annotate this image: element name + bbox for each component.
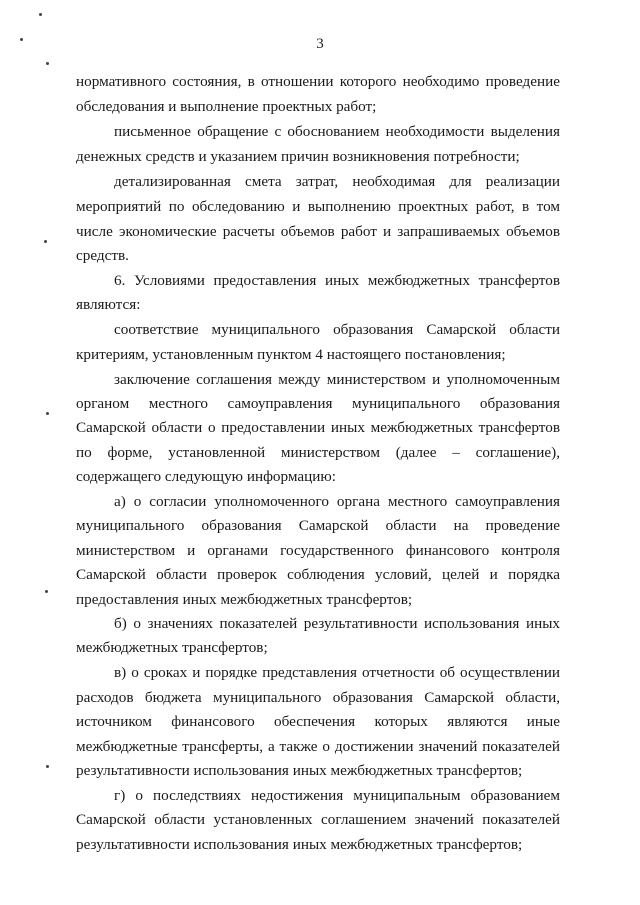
text-line: 6. Условиями предоставления иных межбюджетных трансфертов — [114, 272, 560, 289]
text-line: Самарской области о предоставлении иных межбюджетных трансфертов — [76, 419, 560, 436]
page-number: 3 — [316, 36, 324, 52]
text-line: нормативного состояния, в отношении которого необходимо проведение — [76, 73, 560, 90]
text-line: предоставления иных межбюджетных трансфертов; — [76, 591, 413, 608]
text-line: источником финансового обеспечения которых являются иные — [76, 713, 560, 730]
text-line: средств. — [76, 247, 129, 264]
text-line: являются: — [76, 296, 141, 313]
text-line: денежных средств и указанием причин возникновения потребности; — [76, 148, 520, 165]
scan-speck — [46, 62, 49, 65]
scan-speck — [39, 13, 42, 16]
text-line: органом местного самоуправления муниципального образования — [76, 395, 560, 412]
text-line: обследования и выполнение проектных работ; — [76, 98, 377, 115]
text-line: а) о согласии уполномоченного органа местного самоуправления — [114, 493, 560, 510]
text-line: содержащего следующую информацию: — [76, 468, 336, 485]
text-line: межбюджетных трансфертов; — [76, 639, 268, 656]
text-line: детализированная смета затрат, необходимая для реализации — [114, 173, 560, 190]
text-line: в) о сроках и порядке представления отчетности об осуществлении — [114, 664, 560, 681]
text-line: расходов бюджета муниципального образования Самарской области, — [76, 689, 560, 706]
scan-speck — [46, 765, 49, 768]
text-line: межбюджетные трансферты, а также о достижении значений показателей — [76, 738, 560, 755]
text-line: критериям, установленным пунктом 4 настоящего постановления; — [76, 346, 506, 363]
text-line: результативности использования иных межбюджетных трансфертов; — [76, 836, 523, 853]
text-line: заключение соглашения между министерством и уполномоченным — [114, 371, 560, 388]
scan-speck — [45, 590, 48, 593]
text-line: Самарской области проверок соблюдения условий, целей и порядка — [76, 566, 560, 583]
text-line: числе экономические расчеты объемов работ и запрашиваемых объемов — [76, 223, 560, 240]
text-line: муниципального образования Самарской области на проведение — [76, 517, 560, 534]
text-line: письменное обращение с обоснованием необходимости выделения — [114, 123, 560, 140]
text-line: б) о значениях показателей результативности использования иных — [114, 615, 560, 632]
text-line: г) о последствиях недостижения муниципальным образованием — [114, 787, 560, 804]
text-line: результативности использования иных межбюджетных трансфертов; — [76, 762, 523, 779]
text-line: министерством и органами государственного финансового контроля — [76, 542, 560, 559]
text-line: Самарской области установленных соглашением значений показателей — [76, 811, 560, 828]
text-line: по форме, установленной министерством (далее – соглашение), — [76, 444, 560, 461]
scan-speck — [44, 240, 47, 243]
text-line: мероприятий по обследованию и выполнению проектных работ, в том — [76, 198, 560, 215]
text-line: соответствие муниципального образования Самарской области — [114, 321, 560, 338]
scan-speck — [46, 412, 49, 415]
